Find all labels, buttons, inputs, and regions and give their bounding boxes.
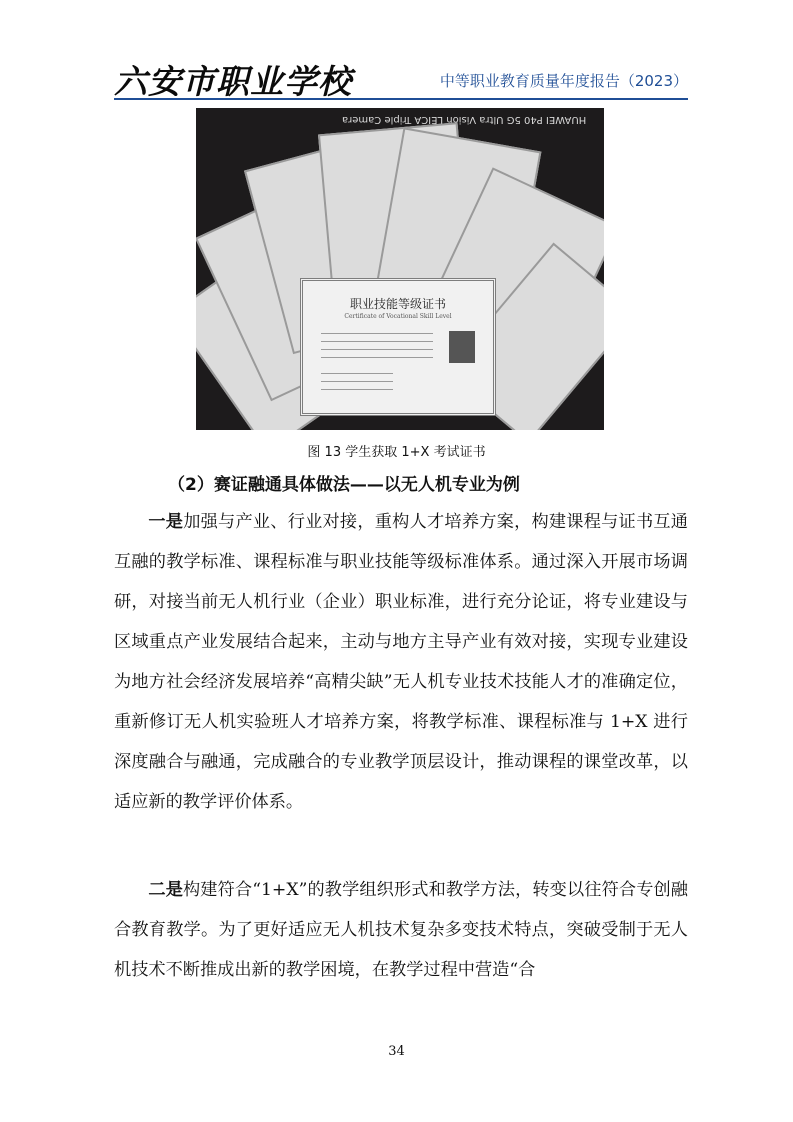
certificate-title: 职业技能等级证书: [349, 297, 446, 311]
certificates-photo: [196, 108, 604, 430]
header-divider: [114, 98, 688, 100]
certificate-text-line: [321, 333, 433, 334]
certificate-text-line: [321, 381, 393, 382]
page-number: 34: [388, 1044, 405, 1059]
section-heading: （2）赛证融通具体做法——以无人机专业为例: [168, 475, 520, 495]
paragraph-2: [114, 870, 688, 990]
certificate-subtitle: Certificate of Vocational Skill Level: [344, 313, 452, 320]
school-logo: 六安市职业学校: [114, 62, 352, 101]
camera-watermark: HUAWEI P40 5G Ultra Vision LEICA Triple Camera: [341, 114, 586, 125]
certificate-text-line: [321, 349, 433, 350]
page-header: [114, 56, 688, 100]
report-title: 中等职业教育质量年度报告（2023）: [439, 72, 688, 90]
paragraph-1: [114, 502, 688, 822]
paragraph-lead: 二是: [148, 880, 183, 900]
certificate-text-line: [321, 357, 433, 358]
certificate-portrait: [449, 331, 475, 363]
certificate-text-line: [321, 341, 433, 342]
paragraph-text: 加强与产业、行业对接，重构人才培养方案，构建课程与证书互通互融的教学标准、课程标准与职业技能等级标准体系。通过深入开展市场调研，对接当前无人机行业（企业）职业标准，进行充分论证，将专业建设与区域重点产业发展结合起来，主动与地方主导产业有效对接，实现专业建设为地方社会经济发展培养“高精尖缺”无人机专业技术技能人才的准确定位，重新修订无人机实验班人才培养方案，将教学标准、课程标准与 1+X 进行深度融合与融通，完成融合的专业教学顶层设计，推动课程的课堂改革，以适应新的教学评价体系。: [114, 512, 688, 812]
paragraph-text: 构建符合“1+X”的教学组织形式和教学方法，转变以往符合专创融合教育教学。为了更好适应无人机技术复杂多变技术特点，突破受制于无人机技术不断推成出新的教学困境，在教学过程中营造“合: [114, 880, 688, 980]
certificate-text-line: [321, 373, 393, 374]
paragraph-lead: 一是: [148, 512, 184, 532]
figure-caption: 图 13 学生获取 1+X 考试证书: [307, 445, 486, 460]
certificate-text-line: [321, 389, 393, 390]
certificate-front: [300, 278, 496, 416]
